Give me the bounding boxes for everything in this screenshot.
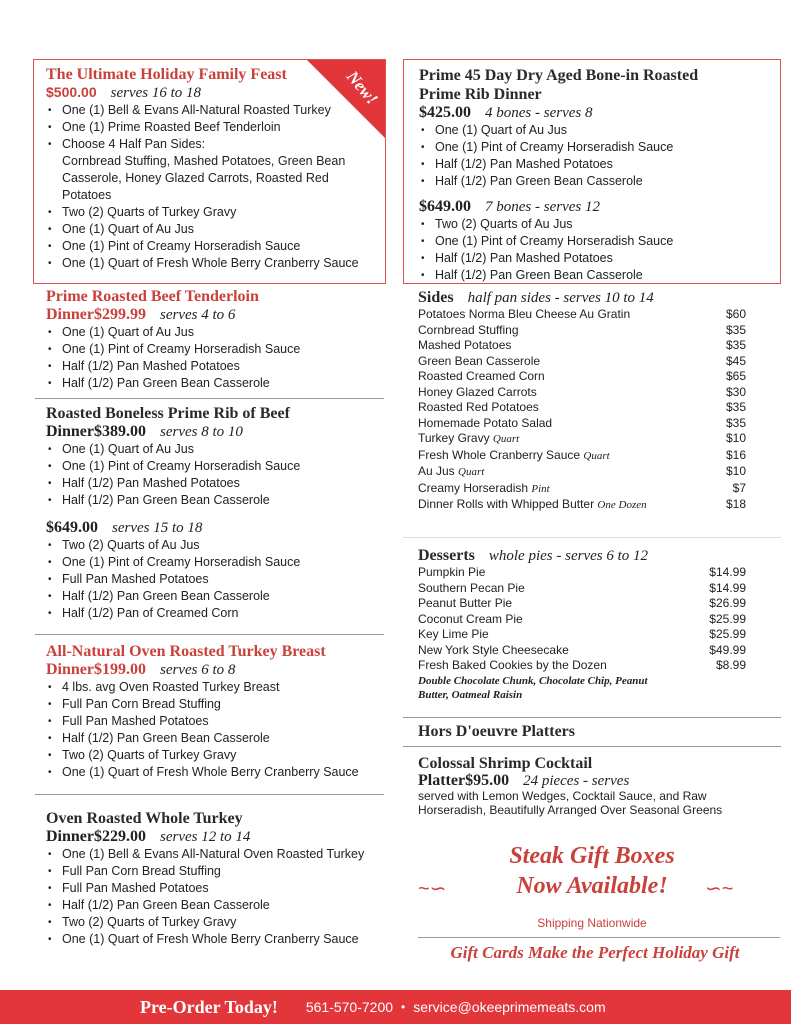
desserts-section [418,546,746,702]
item-unit: One Dozen [597,499,647,511]
price: $425.00 [419,104,471,121]
menu-row [418,481,746,498]
list-item: • Half (1/2) Pan Green Bean Casserole [46,897,386,914]
menu-row [418,596,746,612]
list-item: • Half (1/2) Pan Green Bean Casserole [46,375,386,392]
serves: serves 15 to 18 [112,520,203,536]
item-name-wrap [418,385,537,401]
divider [35,398,384,399]
item-name: Key Lime Pie [418,627,489,641]
item-unit: Quart [458,466,485,478]
item-unit: Pint [531,482,550,495]
item-name: Mashed Potatoes [418,338,512,352]
price-list [418,565,746,674]
item-name-wrap [418,464,484,481]
serves: half pan sides - serves 10 to 14 [467,290,654,306]
list-item: • Full Pan Corn Bread Stuffing [46,863,386,880]
menu-row [418,400,746,416]
item-name-wrap [418,612,523,628]
item-name-wrap [418,627,489,643]
menu-row [418,612,746,628]
list-item: • Two (2) Quarts of Turkey Gravy [46,914,386,931]
price: Dinner$229.00 [46,828,146,845]
item-name: Green Bean Casserole [418,353,541,368]
section-title: Desserts [418,547,475,564]
price: $649.00 [46,519,98,536]
list-item: • Half (1/2) Pan Mashed Potatoes [46,358,386,375]
gift-box-line1: Steak Gift Boxes [509,843,675,869]
item-price: $10 [725,464,746,478]
item-name-wrap [418,481,550,498]
serves: serves 4 to 6 [160,307,236,323]
price: Platter$95.00 [418,772,510,789]
item-price: $35 [725,415,746,430]
item-name-wrap [418,581,525,597]
menu-row [418,307,746,323]
item-name: Creamy Horseradish [418,480,529,495]
divider [418,937,780,938]
list-item: • One (1) Quart of Au Jus [46,324,386,341]
item-name: Fresh Baked Cookies by the Dozen [418,658,607,672]
footer-bar [0,990,791,1024]
price: Dinner$389.00 [46,423,146,440]
divider [35,634,384,635]
serves: 7 bones - serves 12 [485,199,600,215]
item-name-wrap [418,596,512,612]
item-list [46,441,386,509]
item-name: Honey Glazed Carrots [418,384,537,399]
menu-row [418,581,746,597]
list-item: • Half (1/2) Pan Green Bean Casserole [46,730,386,747]
item-name-wrap [418,643,569,659]
item-name-wrap [418,565,485,581]
item-name: Dinner Rolls with Whipped Butter [418,497,595,511]
item-price: $10 [725,431,746,445]
item-list [46,102,376,272]
list-item: • Full Pan Mashed Potatoes [46,880,386,897]
list-item: • Two (2) Quarts of Turkey Gravy [46,204,376,221]
gift-cards-text: Gift Cards Make the Perfect Holiday Gift [450,943,740,962]
turkey-breast-section [46,642,386,781]
item-price: $35 [725,400,746,414]
price: Dinner$299.99 [46,306,146,323]
list-item: • Half (1/2) Pan Green Bean Casserole [46,492,386,509]
item-name: Cornbread Stuffing [418,322,519,337]
item-name-wrap [418,400,539,416]
list-item: • Full Pan Corn Bread Stuffing [46,696,386,713]
whole-turkey-section [46,809,386,948]
holiday-feast-section [33,59,386,284]
item-name-wrap [418,658,607,674]
list-item: • One (1) Bell & Evans All-Natural Oven Roasted Turkey [46,846,386,863]
divider [403,717,781,718]
item-price: $45 [725,353,746,368]
item-list [46,537,386,622]
item-name: Turkey Gravy [418,431,490,445]
item-price: $8.99 [715,658,746,672]
item-name: Pumpkin Pie [418,565,486,579]
list-item: • One (1) Quart of Fresh Whole Berry Cranberry Sauce [46,931,386,948]
item-price: $18 [725,497,746,511]
item-name-wrap [418,323,519,339]
item-unit: Quart [583,449,610,462]
list-item: • Choose 4 Half Pan Sides: [46,136,376,153]
list-item: • Half (1/2) Pan Mashed Potatoes [46,475,386,492]
list-item: • One (1) Quart of Au Jus [46,221,376,238]
list-item: • One (1) Pint of Creamy Horseradish Sauce [46,341,386,358]
item-name-wrap [418,416,552,432]
menu-row [418,323,746,339]
menu-row [418,448,746,465]
item-name-wrap [418,307,630,323]
menu-row [418,338,746,354]
item-name: Southern Pecan Pie [418,580,525,595]
item-name: Fresh Whole Cranberry Sauce [418,447,581,462]
item-name-wrap [418,354,540,370]
section-title: The Ultimate Holiday Family Feast [46,66,287,83]
item-price: $25.99 [709,627,746,641]
list-item: • One (1) Prime Roasted Beef Tenderloin [46,119,376,136]
list-item: • Two (2) Quarts of Au Jus [419,216,765,233]
section-title: Prime Roasted Beef Tenderloin [46,288,259,305]
shrimp-section [418,754,758,817]
item-price: $26.99 [709,596,746,610]
preorder-cta: Pre-Order Today! [140,996,278,1017]
list-item: • Half (1/2) Pan of Creamed Corn [46,605,386,622]
menu-row [418,464,746,481]
cookie-flavors: Double Chocolate Chunk, Chocolate Chip, Peanut Butter, Oatmeal Raisin [418,674,648,701]
phone-link[interactable]: 561-570-7200 [305,999,394,1015]
price: Dinner$199.00 [46,661,146,678]
new-badge-text: New! [343,67,382,109]
item-price: $7 [732,480,746,495]
section-title: Colossal Shrimp Cocktail [418,755,593,772]
item-price: $65 [725,369,746,383]
price-list [418,307,746,514]
section-title: All-Natural Oven Roasted Turkey Breast [46,643,326,660]
serves: whole pies - serves 6 to 12 [488,548,649,564]
sides-section [418,288,746,514]
serves: serves 8 to 10 [160,424,243,440]
gift-box-line2: Now Available! [516,873,668,899]
list-item: • Half (1/2) Pan Mashed Potatoes [419,156,765,173]
item-name-wrap [418,431,519,448]
item-name: Homemade Potato Salad [418,415,553,430]
item-name: Potatoes Norma Bleu Cheese Au Gratin [418,307,631,321]
list-item: • Half (1/2) Pan Green Bean Casserole [419,267,765,284]
item-list [46,846,386,948]
item-price: $35 [725,338,746,352]
menu-row [418,643,746,659]
list-item: • Half (1/2) Pan Mashed Potatoes [419,250,765,267]
section-title: Sides [418,289,454,306]
divider [35,794,384,795]
section-title: Roasted Boneless Prime Rib of Beef [46,405,290,422]
list-item: • Half (1/2) Pan Green Bean Casserole [46,588,386,605]
item-name-wrap [418,497,647,514]
prime-rib-section [46,404,386,622]
menu-row [418,658,746,674]
list-item: • Full Pan Mashed Potatoes [46,713,386,730]
item-list [419,216,765,284]
list-item: Cornbread Stuffing, Mashed Potatoes, Green Bean Casserole, Honey Glazed Carrots, Roasted Red Potatoes [62,154,346,202]
email-link[interactable]: service@okeeprimemeats.com [413,999,606,1015]
list-item: • One (1) Pint of Creamy Horseradish Sauce [46,238,376,255]
shrimp-description: served with Lemon Wedges, Cocktail Sauce, and Raw Horseradish, Beautifully Arranged Over Seasonal Greens [418,789,723,817]
menu-row [418,565,746,581]
serves: serves 6 to 8 [160,662,236,678]
item-list [419,122,765,190]
item-name-wrap [418,448,610,465]
list-item: • One (1) Quart of Fresh Whole Berry Cranberry Sauce [46,764,386,781]
list-item: • Half (1/2) Pan Green Bean Casserole [419,173,765,190]
serves: serves 16 to 18 [110,85,202,101]
section-title: Prime 45 Day Dry Aged Bone-in Roasted Prime Rib Dinner [419,67,699,103]
item-name: Au Jus [418,464,455,478]
menu-row [418,497,746,514]
item-name: Peanut Butter Pie [418,596,513,610]
shipping-text: Shipping Nationwide [537,916,647,930]
serves: serves 12 to 14 [160,829,251,845]
item-price: $49.99 [709,642,746,657]
menu-row [418,431,746,448]
flourish-right-icon: ∽~ [705,878,734,900]
list-item: • 4 lbs. avg Oven Roasted Turkey Breast [46,679,386,696]
list-item: • One (1) Quart of Fresh Whole Berry Cranberry Sauce [46,255,376,272]
dry-aged-section [403,59,781,284]
item-unit: Quart [492,433,520,445]
item-price: $14.99 [709,565,746,579]
list-item: • Full Pan Mashed Potatoes [46,571,386,588]
menu-row [418,354,746,370]
menu-row [418,627,746,643]
divider [403,537,781,538]
item-name-wrap [418,338,511,354]
item-list [46,679,386,781]
serves: 4 bones - serves 8 [485,105,593,121]
separator: • [401,1000,406,1014]
list-item: • One (1) Bell & Evans All-Natural Roasted Turkey [46,102,376,119]
price: $500.00 [46,84,97,100]
item-price: $14.99 [709,580,746,595]
list-item: • One (1) Quart of Au Jus [46,441,386,458]
serves: 24 pieces - serves [523,773,630,789]
list-item: • Two (2) Quarts of Turkey Gravy [46,747,386,764]
item-name: New York Style Cheesecake [418,642,569,657]
list-item: • One (1) Pint of Creamy Horseradish Sauce [419,233,765,250]
item-name: Coconut Cream Pie [418,611,523,626]
list-item: • Two (2) Quarts of Au Jus [46,537,386,554]
item-price: $30 [725,384,746,399]
item-name: Roasted Red Potatoes [418,400,539,414]
item-list [46,324,386,392]
item-price: $35 [725,322,746,337]
menu-row [418,385,746,401]
list-item: • One (1) Pint of Creamy Horseradish Sauce [46,554,386,571]
price: $649.00 [419,198,471,215]
item-price: $25.99 [709,611,746,626]
item-price: $16 [725,447,746,462]
menu-row [418,369,746,385]
list-item: • One (1) Pint of Creamy Horseradish Sauce [419,139,765,156]
list-item: • One (1) Quart of Au Jus [419,122,765,139]
section-title: Oven Roasted Whole Turkey [46,810,243,827]
item-name-wrap [418,369,545,385]
item-price: $60 [725,307,746,321]
tenderloin-section [46,287,386,392]
item-name: Roasted Creamed Corn [418,369,545,383]
flourish-left-icon: ~∽ [418,878,447,900]
hors-doeuvre-heading: Hors D'oeuvre Platters [418,723,575,740]
list-item: • One (1) Pint of Creamy Horseradish Sauce [46,458,386,475]
menu-row [418,416,746,432]
divider [403,746,781,747]
